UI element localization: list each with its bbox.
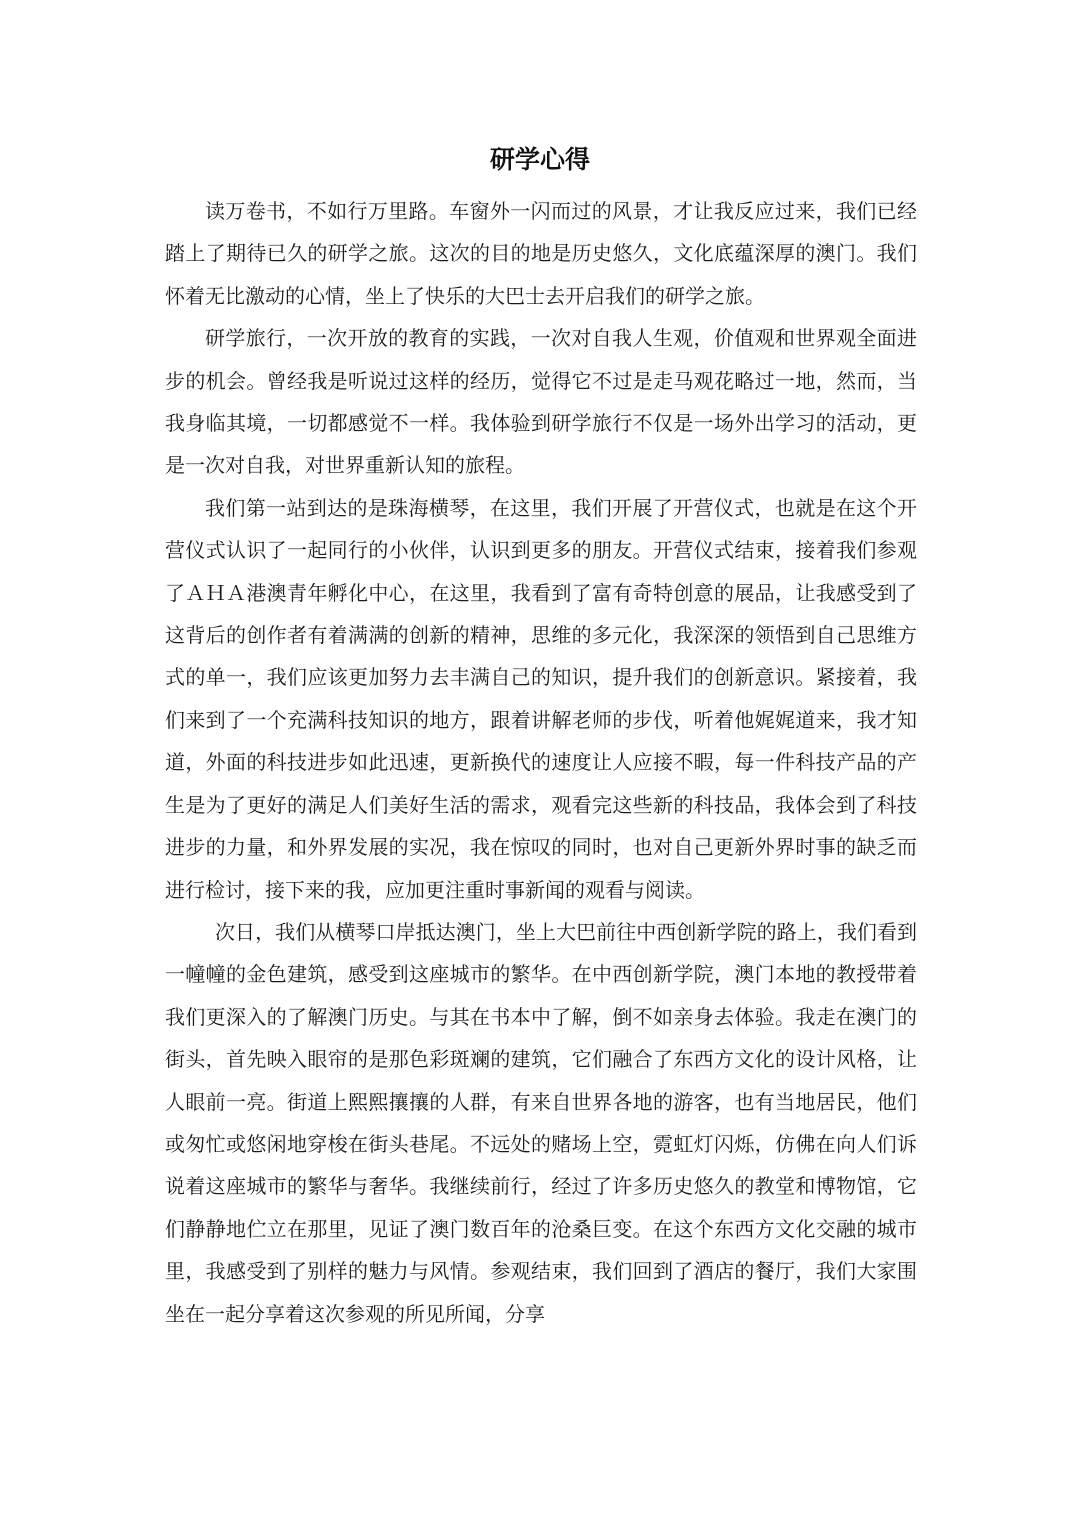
paragraph-3: 我们第一站到达的是珠海横琴，在这里，我们开展了开营仪式，也就是在这个开营仪式认识了一起同行的小伙伴，认识到更多的朋友。开营仪式结束，接着我们参观了ＡＨＡ港澳青年孵化中心，在这里，我看到了富有奇特创意的展品，让我感受到了这背后的创作者有着满满的创新的精神，思维的多元化，我深深的领悟到自己思维方式的单一，我们应该更加努力去丰满自己的知识，提升我们的创新意识。紧接着，我们来到了一个充满科技知识的地方，跟着讲解老师的步伐，听着他娓娓道来，我才知道，外面的科技进步如此迅速，更新换代的速度让人应接不暇，每一件科技产品的产生是为了更好的满足人们美好生活的需求，观看完这些新的科技品，我体会到了科技进步的力量，和外界发展的实况，我在惊叹的同时，也对自己更新外界时事的缺乏而进行检讨，接下来的我，应加更注重时事新闻的观看与阅读。 [165,495,917,902]
document-body [165,190,917,1335]
paragraph-1: 读万卷书，不如行万里路。车窗外一闪而过的风景，才让我反应过来，我们已经踏上了期待已久的研学之旅。这次的目的地是历史悠久，文化底蕴深厚的澳门。我们怀着无比激动的心情，坐上了快乐的大巴士去开启我们的研学之旅。 [165,199,917,308]
document-title: 研学心得 [489,145,590,174]
paragraph-4: 次日，我们从横琴口岸抵达澳门，坐上大巴前往中西创新学院的路上，我们看到一幢幢的金色建筑，感受到这座城市的繁华。在中西创新学院，澳门本地的教授带着我们更深入的了解澳门历史。与其在书本中了解，倒不如亲身去体验。我走在澳门的街头，首先映入眼帘的是那色彩斑斓的建筑，它们融合了东西方文化的设计风格，让人眼前一亮。街道上熙熙攘攘的人群，有来自世界各地的游客，也有当地居民，他们或匆忙或悠闲地穿梭在街头巷尾。不远处的赌场上空，霓虹灯闪烁，仿佛在向人们诉说着这座城市的繁华与奢华。我继续前行，经过了许多历史悠久的教堂和博物馆，它们静静地伫立在那里，见证了澳门数百年的沧桑巨变。在这个东西方文化交融的城市里，我感受到了别样的魅力与风情。参观结束，我们回到了酒店的餐厅，我们大家围坐在一起分享着这次参观的所见所闻，分享 [165,919,917,1326]
paragraph-2: 研学旅行，一次开放的教育的实践，一次对自我人生观，价值观和世界观全面进步的机会。曾经我是听说过这样的经历，觉得它不过是走马观花略过一地，然而，当我身临其境，一切都感觉不一样。我体验到研学旅行不仅是一场外出学习的活动，更是一次对自我，对世界重新认知的旅程。 [165,326,917,478]
